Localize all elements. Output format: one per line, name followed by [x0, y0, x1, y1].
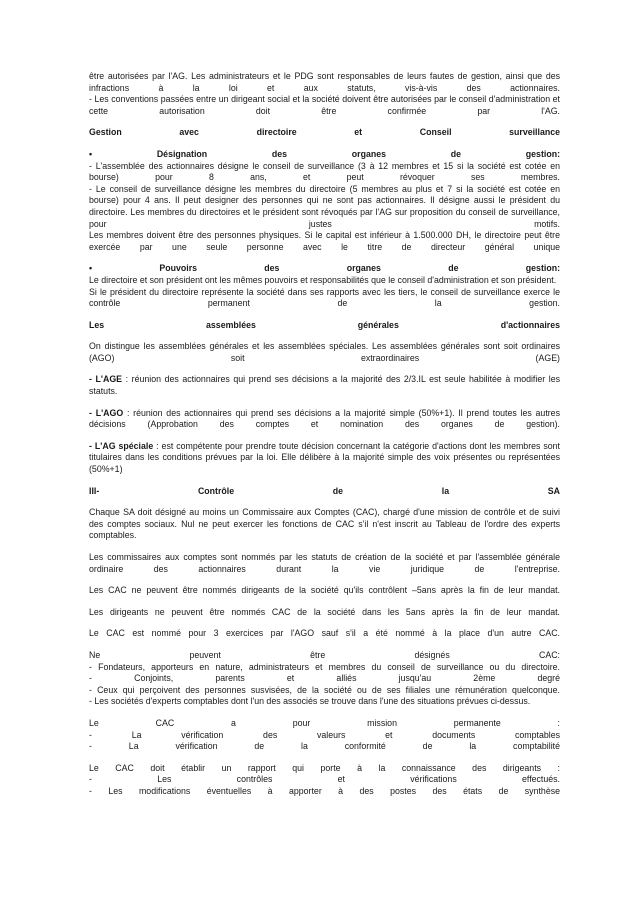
- paragraph: Les membres doivent être des personnes physiques. Si le capital est inférieur à 1.500.000 DH, le directoire peut être exercée par une seule personne avec le titre de directeur général unique: [89, 230, 560, 252]
- paragraph-gap: [89, 253, 560, 263]
- paragraph: - Les sociétés d'experts comptables dont l'un des associés se trouve dans l'une des situations prévues ci-dessus.: [89, 696, 531, 707]
- paragraph: - L'assemblée des actionnaires désigne le conseil de surveillance (3 à 12 membres et 15 si la société est cotée en bourse) pour 8 ans, et peut révoquer ses membres.: [89, 160, 560, 183]
- paragraph-gap: [89, 597, 560, 607]
- paragraph: [89, 441, 560, 476]
- document-page: [89, 71, 560, 798]
- paragraph: Ne peuvent être désignés CAC:: [89, 649, 560, 660]
- paragraph: Les CAC ne peuvent être nommés dirigeants de la société qu'ils contrôlent –5ans après la fin de leur mandat.: [89, 585, 560, 596]
- paragraph: Les commissaires aux comptes sont nommés par les statuts de création de la société et par l'assemblée générale ordinaire des actionnaires durant la vie juridique de l'entreprise.: [89, 552, 560, 574]
- paragraph-gap: [89, 364, 560, 374]
- paragraph: - Le conseil de surveillance désigne les membres du directoire (5 membres au plus et 7 si la société est cotée en bourse) pour 4 ans. Il peut designer des personnes qui ne sont pas actionnaires. Il désigne aussi le président du directoire. Les membres du directoires et le président sont révoqués par l'AG sur proposition du conseil de surveillance, pour justes motifs.: [89, 183, 560, 229]
- section-heading: [89, 263, 560, 275]
- heading-text: Les assemblées générales d'actionnaires: [89, 319, 560, 330]
- paragraph-gap: [89, 575, 560, 585]
- section-heading: [89, 320, 560, 332]
- bold-term: - L'AGE: [89, 374, 123, 385]
- paragraph: Les dirigeants ne peuvent être nommés CAC de la société dans les 5ans après la fin de leur mandat.: [89, 606, 560, 617]
- paragraph: - Les contrôles et vérifications effectués.: [89, 774, 560, 785]
- paragraph: Le CAC doit établir un rapport qui porte à la connaissance des dirigeants :: [89, 762, 560, 773]
- paragraph: Le CAC a pour mission permanente :: [89, 717, 560, 728]
- paragraph: être autorisées par l'AG. Les administrateurs et le PDG sont responsables de leurs fautes de gestion, ainsi que des infractions à la loi et aux statuts, vis-à-vis des actionnaires.: [89, 71, 560, 93]
- paragraph-gap: [89, 139, 560, 149]
- paragraph: - Les conventions passées entre un dirigeant social et la société doivent être autorisées par le conseil d'administration et cette autorisation doit être confirmée par l'AG.: [89, 94, 560, 116]
- paragraph: [89, 374, 560, 397]
- paragraph-text: : est compétente pour prendre toute décision concernant la catégorie d'actions dont les membres sont titulaires dans les conditions prévues par la loi. Elle délibère à la majorité simple des voix présentes ou représentées (50%+1): [89, 440, 560, 475]
- heading-text: Gestion avec directoire et Conseil surveillance: [89, 127, 560, 138]
- paragraph: Le directoire et son président ont les mêmes pouvoirs et responsabilités que le conseil d'administration et son président.: [89, 274, 557, 285]
- paragraph-gap: [89, 310, 560, 320]
- paragraph: - Conjoints, parents et alliés jusqu'au 2ème degré: [89, 673, 560, 684]
- paragraph-gap: [89, 117, 560, 127]
- paragraph: [89, 408, 560, 431]
- paragraph: - La vérification de la conformité de la comptabilité: [89, 741, 560, 752]
- bold-term: - L'AGO: [89, 407, 124, 418]
- paragraph-gap: [89, 398, 560, 408]
- paragraph-gap: [89, 542, 560, 552]
- paragraph-text: : réunion des actionnaires qui prend ses décisions a la majorité des 2/3.IL est seule habilitée à modifier les statuts.: [89, 374, 560, 397]
- heading-text: III- Contrôle de la SA: [89, 485, 560, 496]
- paragraph: - Ceux qui perçoivent des personnes susvisées, de la société ou de ses filiales une rémunération quelconque.: [89, 684, 560, 695]
- paragraph: - Fondateurs, apporteurs en nature, administrateurs et membres du conseil de surveillance ou du directoire.: [89, 661, 560, 672]
- paragraph: Le CAC est nommé pour 3 exercices par l'AGO sauf s'il a été nommé à la place d'un autre CAC.: [89, 628, 560, 639]
- paragraph-gap: [89, 331, 560, 341]
- paragraph-text: : réunion des actionnaires qui prend ses décisions a la majorité simple (50%+1). Il prend toutes les autres décisions (Approbation des comptes et nomination des organes de gestion).: [89, 407, 560, 430]
- paragraph-gap: [89, 753, 560, 763]
- paragraph-gap: [89, 497, 560, 507]
- section-heading: [89, 486, 560, 498]
- paragraph: Si le président du directoire représente la société dans ses rapports avec les tiers, le conseil de surveillance exerce le contrôle permanent de la gestion.: [89, 286, 560, 309]
- paragraph: - La vérification des valeurs et documents comptables: [89, 729, 560, 740]
- section-heading: [89, 127, 560, 139]
- paragraph: - Les modifications éventuelles à apporter à des postes des états de synthèse: [89, 785, 560, 796]
- heading-text: • Pouvoirs des organes de gestion:: [89, 263, 560, 274]
- paragraph-gap: [89, 431, 560, 441]
- paragraph-gap: [89, 708, 560, 718]
- heading-text: • Désignation des organes de gestion:: [89, 148, 560, 159]
- section-heading: [89, 149, 560, 161]
- paragraph-gap: [89, 476, 560, 486]
- bold-term: - L'AG spéciale: [89, 440, 154, 451]
- paragraph-gap: [89, 618, 560, 628]
- paragraph: Chaque SA doit désigné au moins un Commissaire aux Comptes (CAC), chargé d'une mission de contrôle et de suivi des comptes sociaux. Nul ne peut exercer les fonctions de CAC s'il n'est inscrit au Tableau de l'ordre des experts comptables.: [89, 507, 560, 541]
- paragraph-gap: [89, 640, 560, 650]
- paragraph: On distingue les assemblées générales et les assemblées spéciales. Les assemblées générales sont soit ordinaires (AGO) soit extraordinaires (AGE): [89, 341, 560, 363]
